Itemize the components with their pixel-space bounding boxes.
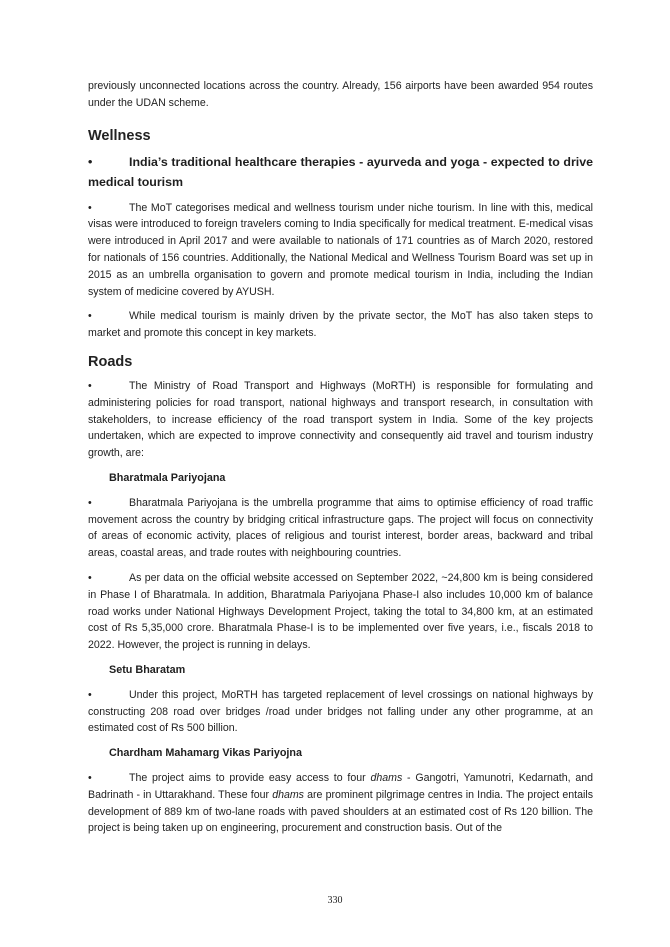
wellness-lead-text: India’s traditional healthcare therapies - ayurveda and yoga - expected to drive medical tourism — [88, 154, 593, 189]
bharatmala-bullet-2 — [88, 570, 593, 654]
bullet-text: As per data on the official website accessed on September 2022, ~24,800 km is being considered in Phase I of Bharatmala. In addition, Bharatmala Pariyojana Phase-I also includes 10,000 km of balance road works under National Highways Development Project, taking the total to 34,800 km, at an estimated cost of Rs 5,35,000 crore. Bharatmala Phase-I is to be implemented over five years, i.e., fiscals 2018 to 2022. However, the project is running in delays. — [88, 571, 593, 652]
bullet-text-part: - Gangotri, Yamunotri, Kedarnath, and Badrinath - in Uttarakhand. These four — [88, 771, 593, 801]
bullet-text: Bharatmala Pariyojana is the umbrella programme that aims to optimise efficiency of road traffic movement across the country by bridging critical infrastructure gaps. The project will focus on connectivity of areas of economic activity, places of religious and tourist interest, border areas, backward and tribal areas, coastal areas, and trade routes with neighbouring countries. — [88, 496, 593, 560]
bullet-text: While medical tourism is mainly driven by the private sector, the MoT has also taken steps to market and promote this concept in key markets. — [88, 310, 593, 340]
wellness-bullet-1 — [88, 200, 593, 301]
bullet-icon: • — [88, 379, 92, 392]
bullet-text: The MoT categorises medical and wellness tourism under niche tourism. In line with this, medical visas were introduced to foreign travelers coming to India specifically for medical treatment. E-medical visas were introduced in April 2017 and were available to nationals of 171 countries as of March 2020, restored for nationals of 156 countries. Additionally, the National Medical and Wellness Tourism Board was set up in 2015 as an umbrella organisation to govern and promote medical tourism in India, including the Indian system of medicine covered by AYUSH. — [88, 201, 593, 298]
section-heading-roads: Roads — [88, 353, 133, 370]
bullet-icon: • — [88, 201, 92, 214]
subheading-chardham: Chardham Mahamarg Vikas Pariyojna — [109, 747, 303, 760]
bullet-icon: • — [88, 154, 93, 169]
roads-intro-bullet — [88, 378, 593, 462]
bullet-icon: • — [88, 571, 92, 584]
page-number: 330 — [327, 895, 343, 906]
bullet-text-part: The project aims to provide easy access to four — [129, 771, 371, 784]
document-page — [88, 78, 593, 845]
setu-bullet-1 — [88, 687, 593, 737]
bharatmala-bullet-1 — [88, 495, 593, 562]
emphasis-dhams: dhams — [370, 771, 403, 784]
bullet-text: Under this project, MoRTH has targeted replacement of level crossings on national highways by constructing 208 road over bridges /road under bridges not falling under any other programme, at an estimated cost of Rs 500 billion. — [88, 688, 593, 735]
bullet-text-part: are prominent pilgrimage centres in India. The project entails development of 889 km of two-lane roads with paved shoulders at an estimated cost of Rs 120 billion. The project is being taken up on engineering, procurement and construction basis. Out of the — [88, 788, 593, 835]
wellness-bullet-2 — [88, 308, 593, 342]
bullet-text: The Ministry of Road Transport and Highways (MoRTH) is responsible for formulating and administering policies for road transport, national highways and transport research, in consultation with stakeholders, to increase efficiency of the road transport system in India. Some of the key projects undertaken, which are expected to improve connectivity and consequently aid travel and tourism industry growth, are: — [88, 379, 593, 460]
bullet-icon: • — [88, 688, 92, 701]
bullet-icon: • — [88, 310, 92, 323]
subheading-setu-bharatam: Setu Bharatam — [109, 663, 186, 676]
wellness-lead — [88, 152, 593, 192]
section-heading-wellness: Wellness — [88, 127, 151, 144]
chardham-bullet-1 — [88, 770, 593, 837]
intro-paragraph: previously unconnected locations across the country. Already, 156 airports have been awarded 954 routes under the UDAN scheme. — [88, 80, 593, 109]
bullet-icon: • — [88, 771, 92, 784]
bullet-icon: • — [88, 496, 92, 509]
subheading-bharatmala: Bharatmala Pariyojana — [109, 471, 226, 484]
emphasis-dhams: dhams — [272, 788, 304, 801]
